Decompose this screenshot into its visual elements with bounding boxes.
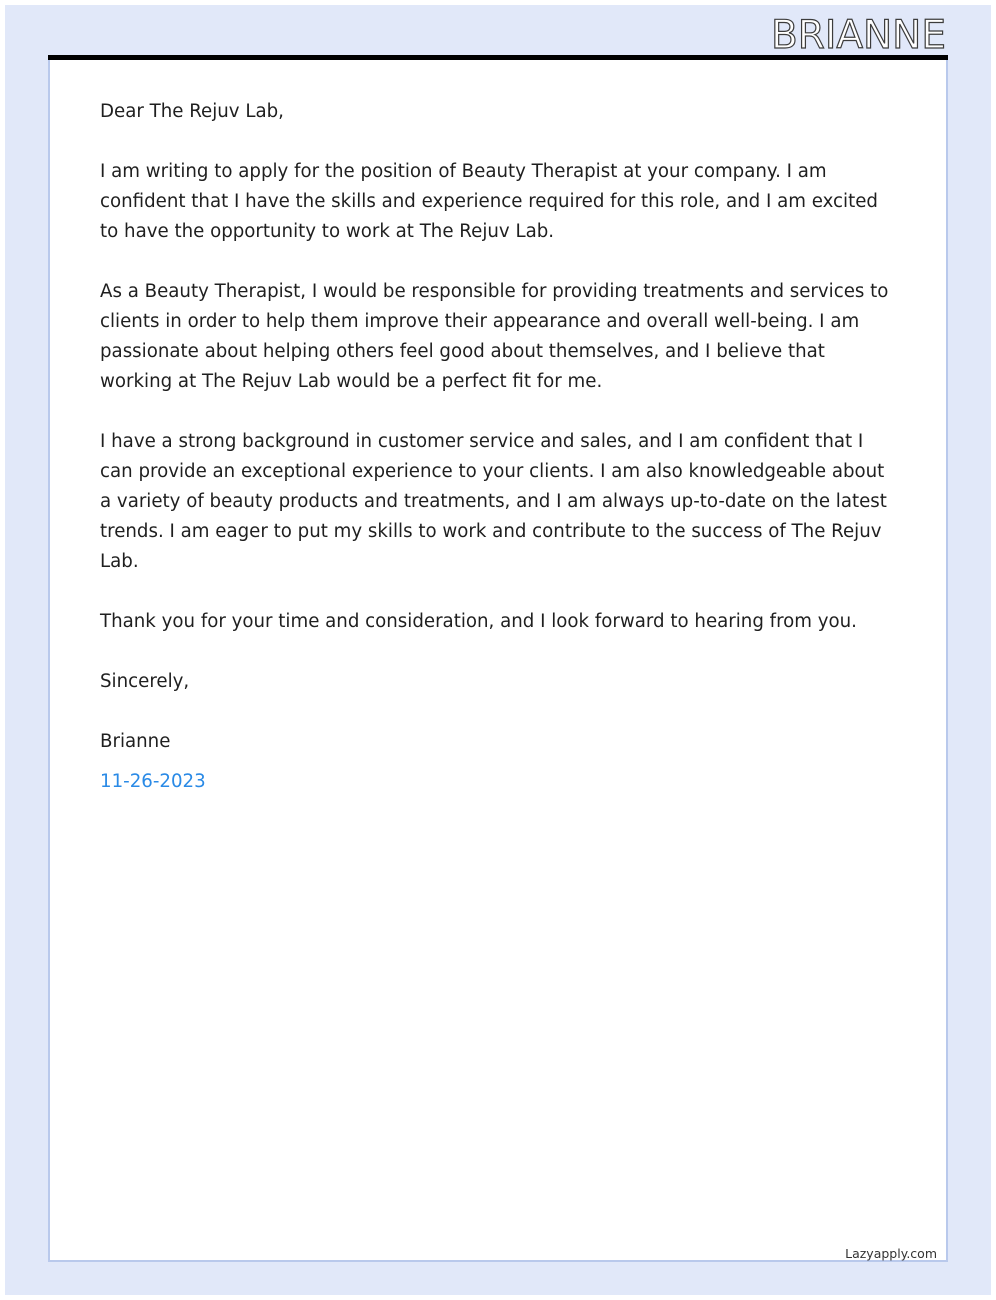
paragraph-background: I have a strong background in customer service and sales, and I am confident that I can provide an exceptional experience to your clients. I am also knowledgeable about a variety of beauty products and treatments, and I am always up-to-date on the latest trends. I am eager to put my skills to work and contribute to the success of The Rejuv Lab.	[100, 431, 887, 572]
cover-letter-body	[100, 97, 900, 827]
closing: Sincerely,	[100, 671, 190, 692]
signature-name: Brianne	[100, 731, 171, 752]
paragraph-intro: I am writing to apply for the position of Beauty Therapist at your company. I am confident that I have the skills and experience required for this role, and I am excited to have the opportunity to work at The Rejuv Lab.	[100, 161, 878, 242]
greeting: Dear The Rejuv Lab,	[100, 101, 284, 122]
footer-brand: Lazyapply.com	[845, 1246, 937, 1261]
letter-date: 11-26-2023	[100, 771, 206, 792]
applicant-name-heading: BRIANNE	[770, 13, 946, 58]
paragraph-thanks: Thank you for your time and consideration, and I look forward to hearing from you.	[100, 611, 857, 632]
paragraph-role: As a Beauty Therapist, I would be responsible for providing treatments and services to clients in order to help them improve their appearance and overall well-being. I am passionate about helping others feel good about themselves, and I believe that working at The Rejuv Lab would be a perfect fit for me.	[100, 281, 889, 392]
